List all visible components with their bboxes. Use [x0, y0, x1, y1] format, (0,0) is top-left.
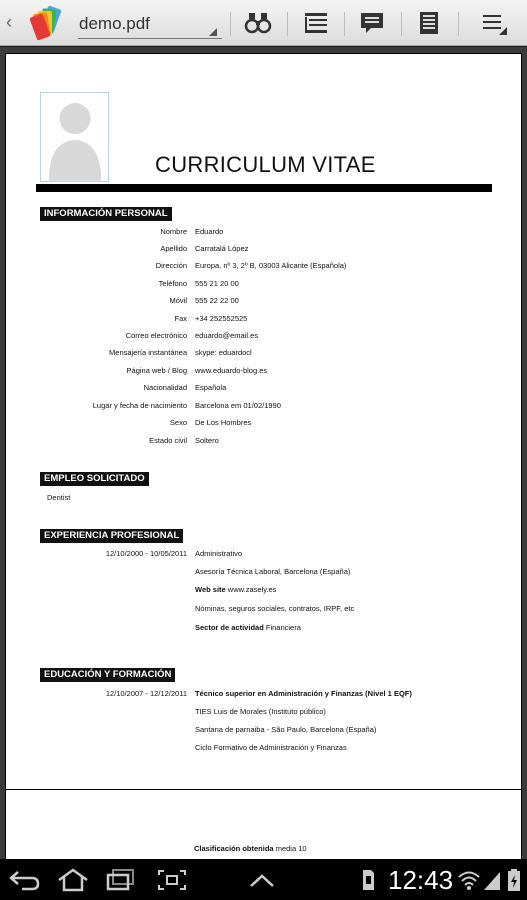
title-underline	[78, 38, 222, 39]
search-binoculars-icon[interactable]	[244, 9, 272, 37]
web-value: www.zasely.es	[227, 585, 277, 594]
experience-web	[195, 585, 276, 594]
field-value: 555 21 20 00	[195, 279, 239, 288]
document-title[interactable]: demo.pdf	[79, 14, 150, 33]
field-value: Soltero	[195, 436, 219, 445]
dropdown-corner-icon[interactable]	[209, 28, 217, 36]
sector-value: Financiera	[265, 623, 301, 632]
field-label: Correo electrónico	[125, 331, 187, 340]
title-rule	[36, 184, 492, 192]
field-label: Teléfono	[158, 279, 187, 288]
battery-icon	[505, 868, 523, 892]
field-label: Apellido	[160, 244, 187, 253]
experience-dates: 12/10/2000 - 10/05/2011	[105, 549, 187, 558]
field-value: eduardo@email.es	[195, 331, 259, 340]
field-label: Página web / Blog	[126, 366, 187, 375]
grade-value: media 10	[275, 844, 307, 853]
sd-card-icon	[360, 868, 376, 892]
education-school: TIES Luis de Morales (Instituto público)	[195, 707, 326, 716]
nav-up-icon[interactable]	[247, 868, 277, 892]
education-grade	[194, 844, 307, 853]
cv-title: CURRICULUM VITAE	[155, 152, 376, 177]
education-dates: 12/10/2007 - 12/12/2011	[105, 689, 187, 698]
section-personal-info: INFORMACIÓN PERSONAL	[40, 207, 172, 221]
signal-icon	[482, 868, 502, 892]
separator	[344, 12, 345, 36]
experience-tasks: Nóminas, seguros sociales, contratos, IRPF, etc	[195, 604, 355, 613]
web-label: Web site	[195, 585, 226, 594]
separator	[230, 12, 231, 36]
page-view-icon[interactable]	[415, 9, 443, 37]
system-nav-bar	[0, 859, 527, 900]
job-value: Dentist	[47, 493, 71, 502]
section-education: EDUCACIÓN Y FORMACIÓN	[40, 668, 175, 682]
nav-home-icon[interactable]	[56, 868, 90, 892]
nav-back-icon[interactable]	[8, 868, 42, 892]
screenshot-icon[interactable]	[156, 868, 188, 892]
clock: 12:43	[388, 865, 454, 895]
field-label: Mensajería instantánea	[109, 348, 187, 357]
nav-recents-icon[interactable]	[104, 868, 138, 892]
field-value: +34 252552525	[195, 314, 248, 323]
field-value: Europa, nº 3, 2º B, 03003 Alicante (Española)	[195, 261, 347, 270]
education-location: Santana de parnaiba - São Paulo, Barcelona (España)	[195, 725, 377, 734]
section-job-wanted: EMPLEO SOLICITADO	[40, 472, 149, 486]
education-cycle: Ciclo Formativo de Administración y Finanzas	[195, 743, 347, 752]
field-value: De Los Hombres	[195, 418, 252, 427]
field-value: www.eduardo-blog.es	[195, 366, 268, 375]
field-value: Carratalá López	[195, 244, 249, 253]
field-label: Nacionalidad	[143, 383, 187, 392]
field-value: Barcelona em 01/02/1990	[195, 401, 281, 410]
field-value: 555 22 22 00	[195, 296, 239, 305]
field-label: Estado civil	[149, 436, 187, 445]
section-experience: EXPERIENCIA PROFESIONAL	[40, 529, 183, 543]
comment-icon[interactable]	[358, 9, 386, 37]
pdf-page-2[interactable]	[5, 789, 522, 869]
experience-sector	[195, 623, 301, 632]
sector-label: Sector de actividad	[195, 623, 264, 632]
grade-label: Clasificación obtenida	[194, 844, 274, 853]
field-label: Dirección	[155, 261, 187, 270]
field-value: Española	[195, 383, 227, 392]
field-value: skype: eduardocl	[195, 348, 252, 357]
back-icon[interactable]: ‹	[6, 12, 12, 32]
education-degree: Técnico superior en Administración y Finanzas (Nivel 1 EQF)	[195, 689, 412, 698]
outline-icon[interactable]	[302, 9, 330, 37]
field-label: Móvil	[169, 296, 187, 305]
pdf-page[interactable]	[5, 53, 522, 834]
app-logo-icon[interactable]	[30, 5, 70, 41]
wifi-icon	[457, 868, 481, 892]
field-label: Fax	[174, 314, 187, 323]
experience-employer: Asesoría Técnica Laboral, Barcelona (España)	[195, 567, 351, 576]
pdf-viewer[interactable]	[0, 47, 527, 859]
field-label: Nombre	[160, 227, 187, 236]
experience-position: Administrativo	[195, 549, 243, 558]
field-label: Sexo	[169, 418, 187, 427]
field-label: Lugar y fecha de nacimiento	[92, 401, 187, 410]
field-value: Eduardo	[195, 227, 224, 236]
separator	[287, 12, 288, 36]
separator	[458, 12, 459, 36]
separator	[401, 12, 402, 36]
menu-icon[interactable]	[481, 9, 509, 37]
app-toolbar	[0, 0, 527, 46]
profile-photo	[40, 92, 109, 182]
